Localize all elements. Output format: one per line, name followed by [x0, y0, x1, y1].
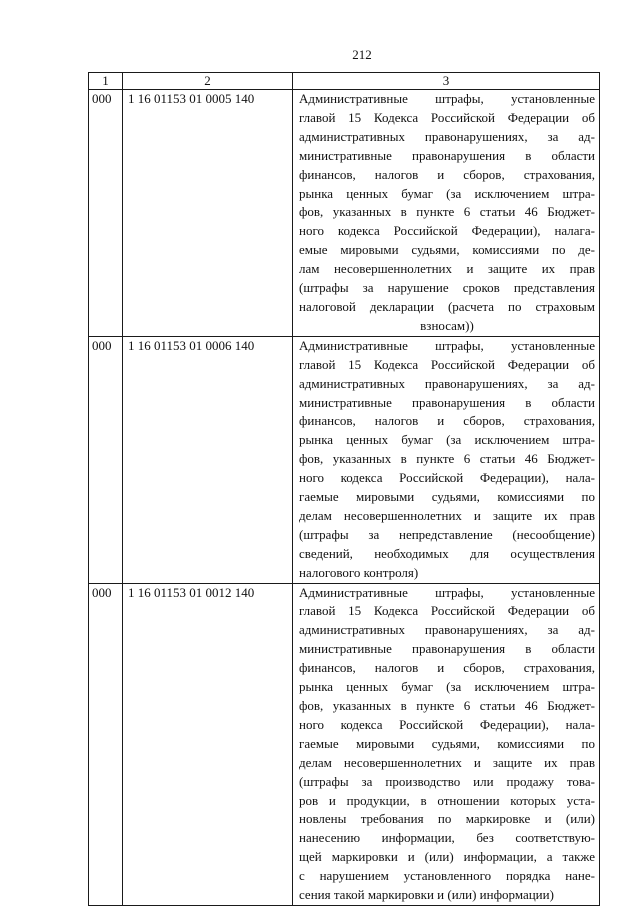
description-line: (штрафы за производство или продажу това-	[299, 773, 595, 789]
description-line: нанесению информации, без соответствую-	[299, 830, 595, 846]
description-line: лам несовершеннолетних и защите их прав	[299, 261, 595, 277]
page-number: 212	[352, 47, 372, 62]
table-row	[89, 336, 600, 583]
description-line: фов, указанных в пункте 6 статьи 46 Бюджет-	[299, 698, 595, 713]
description-line: главой 15 Кодекса Российской Федерации об	[299, 109, 595, 125]
table-body	[89, 73, 600, 906]
description-line: с нарушением установленного порядка нане-	[299, 868, 595, 884]
income-description	[293, 90, 600, 337]
description-line: ного кодекса Российской Федерации), нала-	[299, 470, 595, 486]
description-line: министративные правонарушения в области	[299, 394, 595, 410]
income-description	[293, 336, 600, 583]
description-line: (штрафы за непредставление (несообщение)	[299, 526, 595, 542]
column-header-2: 2	[123, 73, 293, 90]
description-line: административных правонарушениях, за ад-	[299, 128, 595, 144]
description-line: щей маркировки и (или) информации, а также	[299, 849, 595, 865]
description-line: (штрафы за нарушение сроков представления	[299, 280, 595, 296]
description-line: налоговой декларации (расчета по страховым	[299, 298, 595, 314]
description-line: министративные правонарушения в области	[299, 147, 595, 163]
description-line: рынка ценных бумаг (за исключением штра-	[299, 432, 595, 448]
description-line: делам несовершеннолетних и защите их прав	[299, 754, 595, 770]
column-header-1: 1	[89, 73, 123, 90]
description-line: административных правонарушениях, за ад-	[299, 375, 595, 391]
description-line: финансов, налогов и сборов, страхования,	[299, 166, 595, 182]
description-line: налогового контроля)	[299, 564, 419, 580]
description-line: главой 15 Кодекса Российской Федерации об	[299, 356, 595, 372]
description-line: рынка ценных бумаг (за исключением штра-	[299, 185, 595, 201]
description-line: рынка ценных бумаг (за исключением штра-	[299, 679, 595, 695]
description-line: сения такой маркировки и (или) информации)	[299, 887, 554, 903]
description-line: ного кодекса Российской Федерации), налага-	[299, 223, 595, 239]
description-line: фов, указанных в пункте 6 статьи 46 Бюджет-	[299, 451, 595, 467]
description-line: ров и продукции, в отношении которых уста-	[299, 792, 595, 808]
income-description	[293, 583, 600, 905]
description-line: гаемые мировыми судьями, комиссиями по	[299, 489, 595, 505]
income-admin-code: 000	[89, 90, 123, 337]
description-line: ного кодекса Российской Федерации), нала-	[299, 716, 595, 732]
description-line: министративные правонарушения в области	[299, 641, 595, 657]
column-header-3: 3	[293, 73, 600, 90]
income-admin-code: 000	[89, 336, 123, 583]
description-line: новлены требования по маркировке и (или)	[299, 811, 595, 827]
description-line: финансов, налогов и сборов, страхования,	[299, 660, 595, 676]
table-header-row	[89, 73, 600, 90]
budget-classification-code: 1 16 01153 01 0006 140	[123, 336, 293, 583]
description-line: емые мировыми судьями, комиссиями по де-	[299, 242, 595, 258]
description-line: главой 15 Кодекса Российской Федерации об	[299, 603, 595, 619]
description-line: Административные штрафы, установленные	[299, 91, 595, 106]
budget-classification-code: 1 16 01153 01 0012 140	[123, 583, 293, 905]
description-line: фов, указанных в пункте 6 статьи 46 Бюджет-	[299, 204, 595, 220]
description-line: сведений, необходимых для осуществления	[299, 545, 595, 561]
budget-classification-code: 1 16 01153 01 0005 140	[123, 90, 293, 337]
description-line: делам несовершеннолетних и защите их прав	[299, 507, 595, 523]
description-line: финансов, налогов и сборов, страхования,	[299, 413, 595, 429]
document-table	[88, 72, 600, 906]
table-row	[89, 90, 600, 337]
description-line: административных правонарушениях, за ад-	[299, 622, 595, 638]
income-admin-code: 000	[89, 583, 123, 905]
description-line: Административные штрафы, установленные	[299, 584, 595, 600]
description-line: гаемые мировыми судьями, комиссиями по	[299, 735, 595, 751]
description-line: взносам))	[420, 317, 474, 333]
description-line: Административные штрафы, установленные	[299, 337, 595, 353]
table-row	[89, 583, 600, 905]
